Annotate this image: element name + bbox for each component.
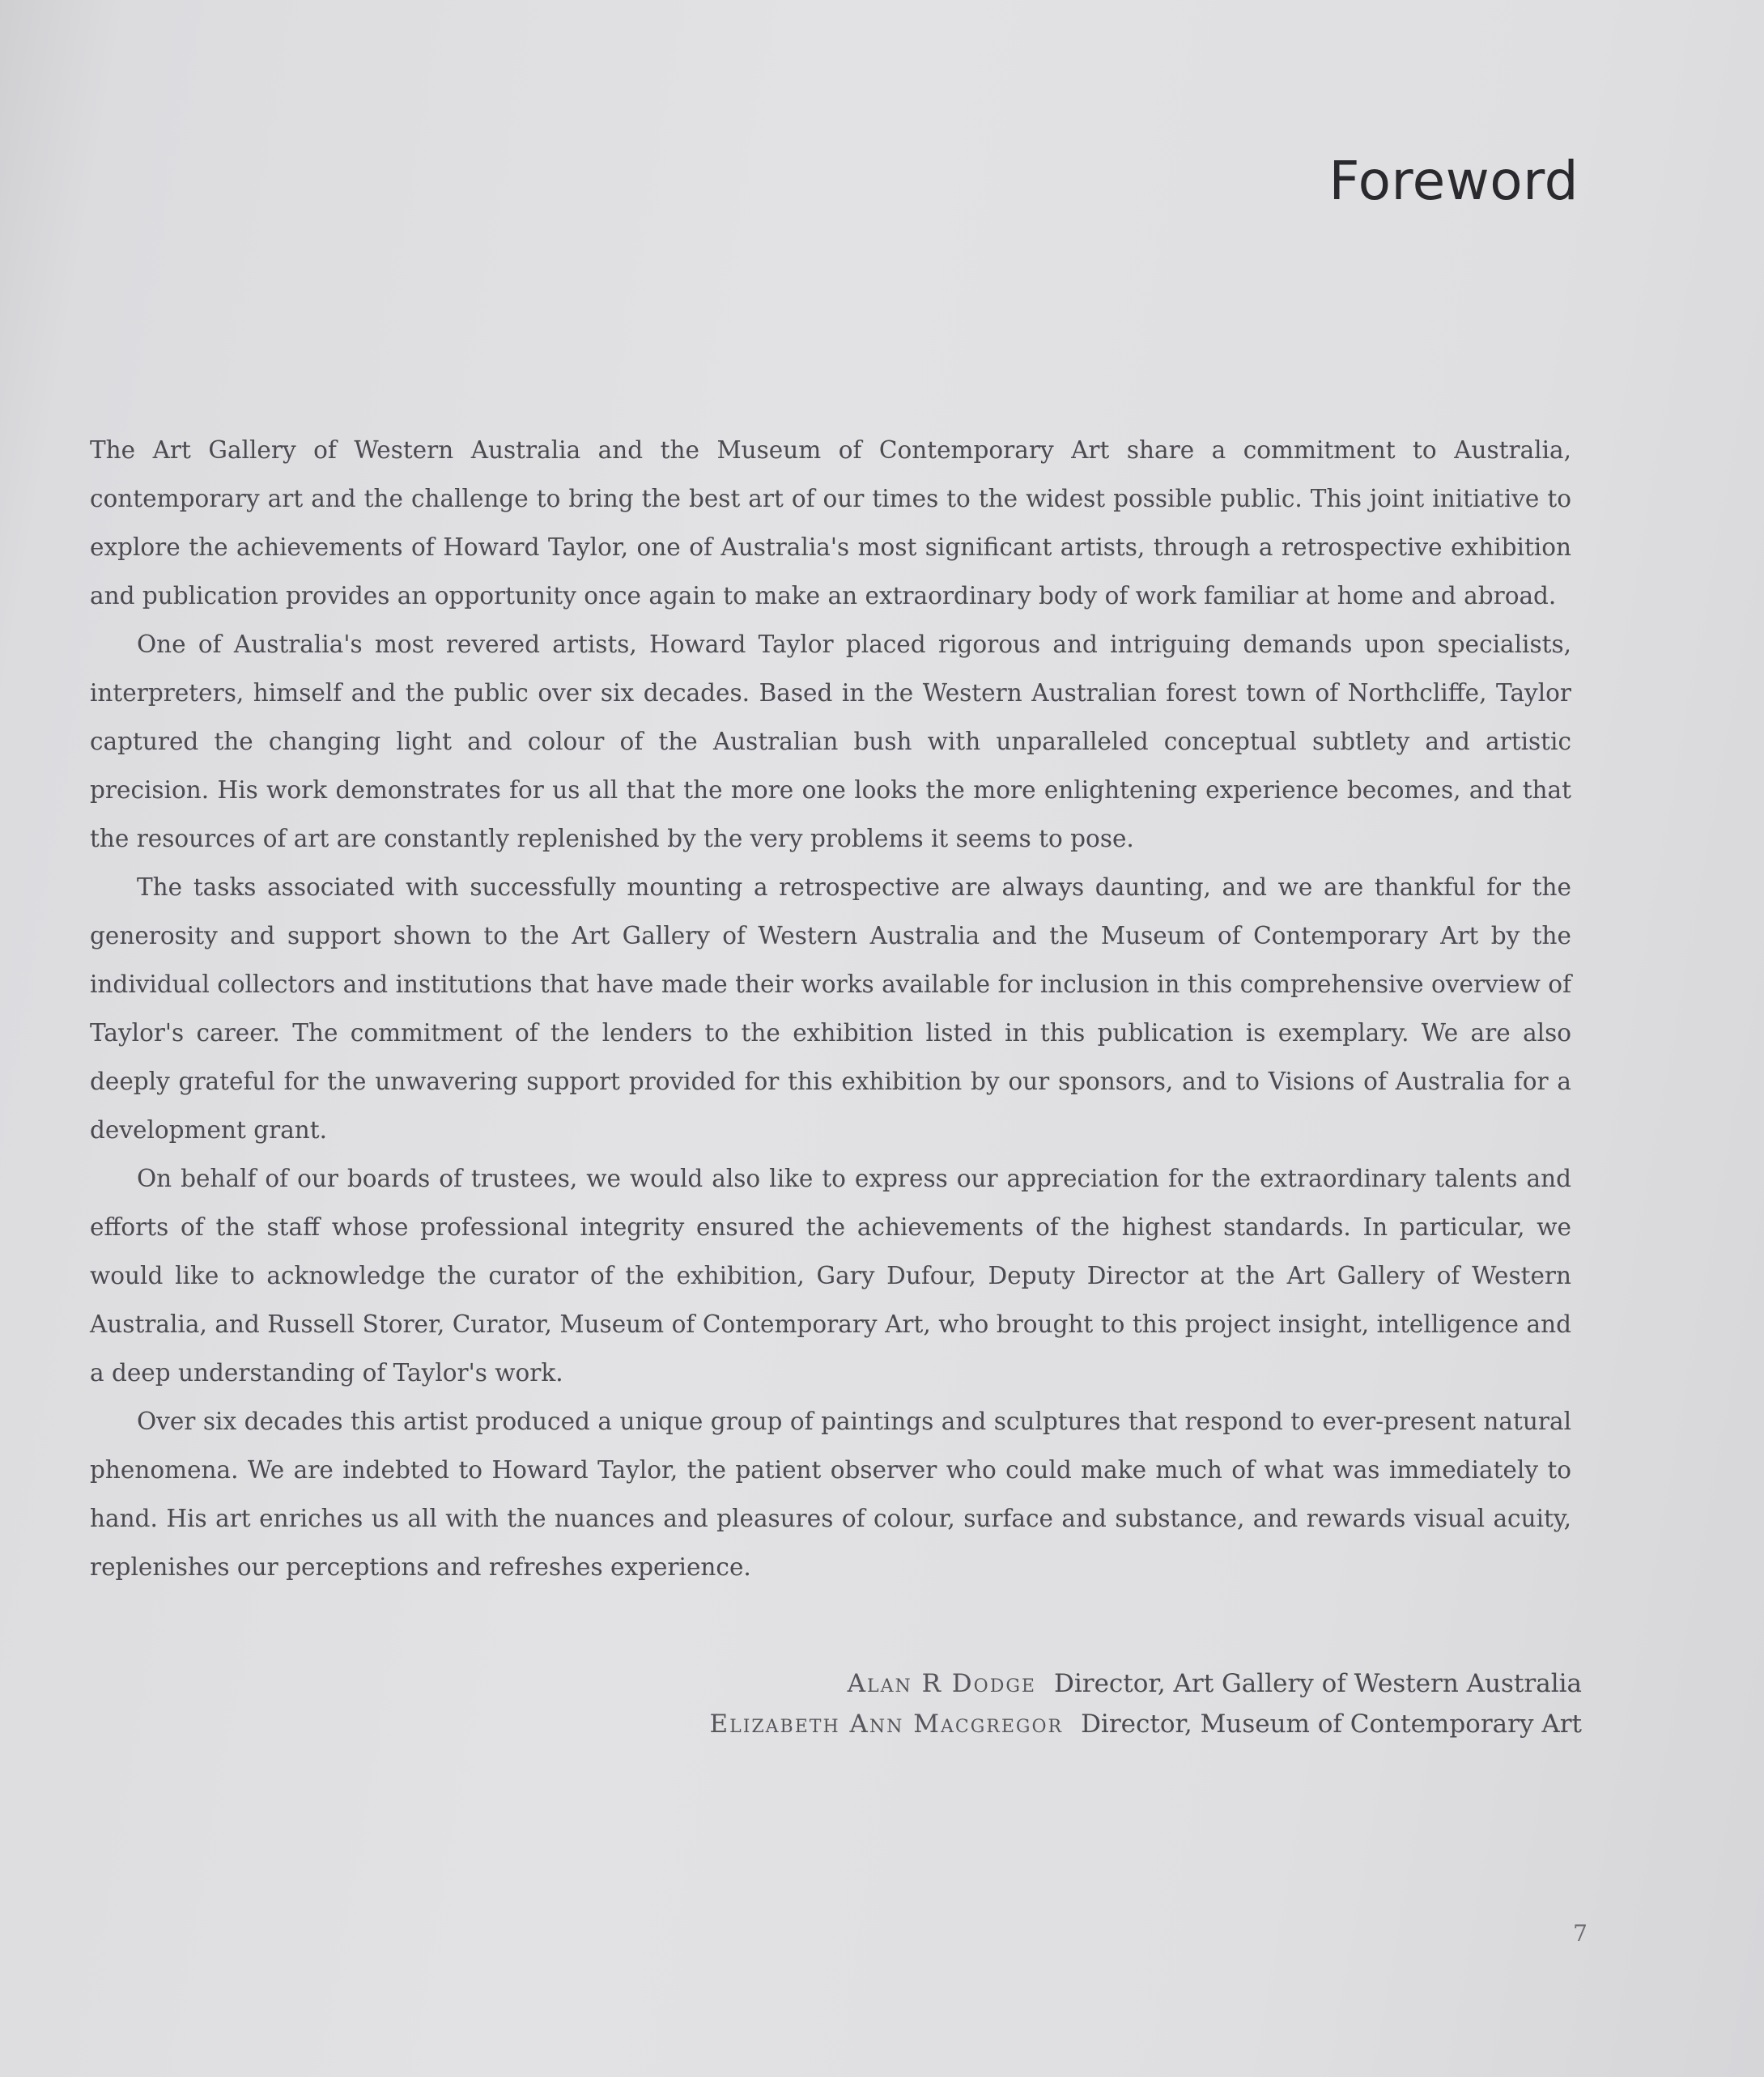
page-number: 7 (1573, 1920, 1588, 1947)
signature-line (709, 1704, 1582, 1744)
foreword-body (90, 426, 1571, 1591)
paragraph-3: The tasks associated with successfully mounting a retrospective are always daunting, and we are thankful for the generosity and support shown to the Art Gallery of Western Australia and the Museum of Contemporary Art by the individual collectors and institutions that have made their works available for inclusion in this comprehensive overview of Taylor's career. The commitment of the lenders to the exhibition listed in this publication is exemplary. We are also deeply grateful for the unwavering support provided for this exhibition by our sponsors, and to Visions of Australia for a development grant. (90, 873, 1571, 1144)
paragraph-5: Over six decades this artist produced a unique group of paintings and sculptures that respond to ever-present natural phenomena. We are indebted to Howard Taylor, the patient observer who could make much of what was immediately to hand. His art enriches us all with the nuances and pleasures of colour, surface and substance, and rewards visual acuity, replenishes our perceptions and refreshes experience. (90, 1408, 1571, 1581)
paragraph-1: The Art Gallery of Western Australia and the Museum of Contemporary Art share a commitment to Australia, contemporary art and the challenge to bring the best art of our times to the widest possible public. This joint initiative to explore the achievements of Howard Taylor, one of Australia's most significant artists, through a retrospective exhibition and publication provides an opportunity once again to make an extraordinary body of work familiar at home and abroad. (90, 436, 1571, 610)
paragraph-4: On behalf of our boards of trustees, we would also like to express our appreciation for the extraordinary talents and efforts of the staff whose professional integrity ensured the achievements of the highest standards. In particular, we would like to acknowledge the curator of the exhibition, Gary Dufour, Deputy Director at the Art Gallery of Western Australia, and Russell Storer, Curator, Museum of Contemporary Art, who brought to this project insight, intelligence and a deep understanding of Taylor's work. (90, 1165, 1571, 1387)
signatory-role: Director, Art Gallery of Western Australia (1053, 1669, 1582, 1698)
signatory-name: Elizabeth Ann Macgregor (709, 1710, 1064, 1739)
signatory-name: Alan R Dodge (847, 1669, 1036, 1698)
paragraph-2: One of Australia's most revered artists, Howard Taylor placed rigorous and intriguing demands upon specialists, interpreters, himself and the public over six decades. Based in the Western Australian forest town of Northcliffe, Taylor captured the changing light and colour of the Australian bush with unparalleled conceptual subtlety and artistic precision. His work demonstrates for us all that the more one looks the more enlightening experience becomes, and that the resources of art are constantly replenished by the very problems it seems to pose. (90, 631, 1571, 852)
signatory-role: Director, Museum of Contemporary Art (1081, 1710, 1582, 1739)
signature-block (709, 1663, 1582, 1744)
page-title: Foreword (1328, 150, 1579, 212)
signature-line (709, 1663, 1582, 1704)
